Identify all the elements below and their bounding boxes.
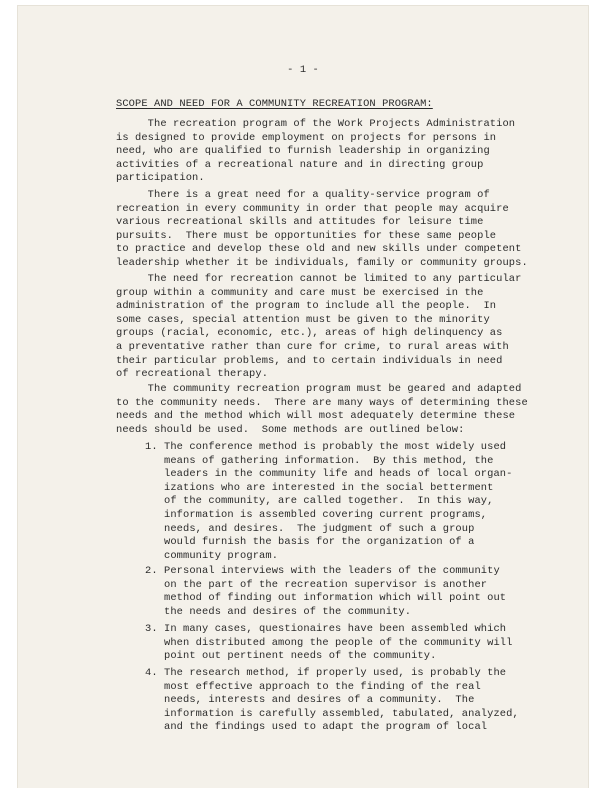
list-item-3 xyxy=(145,623,565,664)
paragraph-line: The recreation program of the Work Projects Administration xyxy=(116,118,516,130)
paragraph-1 xyxy=(116,118,556,186)
list-item-line: and the findings used to adapt the program of local xyxy=(145,721,488,734)
list-item-line: point out pertinent needs of the community. xyxy=(145,650,437,663)
list-item-2 xyxy=(145,565,565,619)
paragraph-3 xyxy=(116,273,556,382)
paragraph-line: groups (racial, economic, etc.), areas of high delinquency as xyxy=(116,327,503,340)
document-page xyxy=(18,6,588,788)
paragraph-line: participation. xyxy=(116,172,205,185)
section-heading: SCOPE AND NEED FOR A COMMUNITY RECREATION PROGRAM: xyxy=(116,98,433,110)
list-item-line: of the community, are called together. In this way, xyxy=(145,495,494,508)
paragraph-line: of recreational therapy. xyxy=(116,368,269,381)
typed-document xyxy=(18,6,588,788)
paragraph-line: The community recreation program must be geared and adapted xyxy=(116,383,522,395)
paragraph-line: is designed to provide employment on projects for persons in xyxy=(116,131,497,144)
list-item-line: 2. Personal interviews with the leaders of the community xyxy=(145,565,500,577)
paragraph-line: needs and the method which will most adequately determine these xyxy=(116,410,516,423)
list-item-line: when distributed among the people of the community will xyxy=(145,636,513,649)
list-item-line: information is carefully assembled, tabulated, analyzed, xyxy=(145,707,519,720)
list-item-line: information is assembled covering current programs, xyxy=(145,508,488,521)
paragraph-line: There is a great need for a quality-service program of xyxy=(116,189,490,201)
paragraph-line: some cases, special attention must be given to the minority xyxy=(116,313,490,326)
page-number: - 1 - xyxy=(287,64,319,76)
paragraph-line: leadership whether it be individuals, family or community groups. xyxy=(116,256,528,269)
list-item-line: most effective approach to the finding of the real xyxy=(145,680,481,693)
list-item-line: 4. The research method, if properly used, is probably the xyxy=(145,667,507,679)
paragraph-line: needs should be used. Some methods are outlined below: xyxy=(116,423,465,436)
list-item-line: community program. xyxy=(145,549,279,562)
list-item-line: leaders in the community life and heads of local organ- xyxy=(145,468,513,481)
list-item-line: needs, and desires. The judgment of such a group xyxy=(145,522,475,535)
paragraph-line: recreation in every community in order that people may acquire xyxy=(116,202,509,215)
paragraph-line: need, who are qualified to furnish leadership in organizing xyxy=(116,145,490,158)
list-item-line: method of finding out information which will point out xyxy=(145,592,507,605)
paragraph-line: administration of the program to include all the people. In xyxy=(116,300,497,313)
list-item-line: means of gathering information. By this method, the xyxy=(145,454,494,467)
paragraph-line: activities of a recreational nature and in directing group xyxy=(116,158,484,171)
list-item-line: the needs and desires of the community. xyxy=(145,605,412,618)
list-item-line: needs, interests and desires of a community. The xyxy=(145,694,475,707)
list-item-line: 1. The conference method is probably the most widely used xyxy=(145,441,507,453)
paragraph-line: group within a community and care must be exercised in the xyxy=(116,286,484,299)
paragraph-line: their particular problems, and to certain individuals in need xyxy=(116,354,503,367)
paragraph-2 xyxy=(116,189,556,271)
list-item-line: 3. In many cases, questionaires have been assembled which xyxy=(145,623,507,635)
list-item-4 xyxy=(145,667,565,735)
list-item-line: on the part of the recreation supervisor is another xyxy=(145,578,488,591)
list-item-line: izations who are interested in the social betterment xyxy=(145,481,494,494)
paragraph-line: pursuits. There must be opportunities for these same people xyxy=(116,229,497,242)
paragraph-line: to practice and develop these old and new skills under competent xyxy=(116,243,522,256)
list-item-1 xyxy=(145,441,565,563)
paragraph-line: to the community needs. There are many ways of determining these xyxy=(116,396,528,409)
paragraph-line: a preventative rather than cure for crime, to rural areas with xyxy=(116,340,509,353)
paragraph-4 xyxy=(116,383,556,437)
paragraph-line: The need for recreation cannot be limited to any particular xyxy=(116,273,522,285)
paragraph-line: various recreational skills and attitudes for leisure time xyxy=(116,216,484,229)
list-item-line: would furnish the basis for the organization of a xyxy=(145,536,475,549)
